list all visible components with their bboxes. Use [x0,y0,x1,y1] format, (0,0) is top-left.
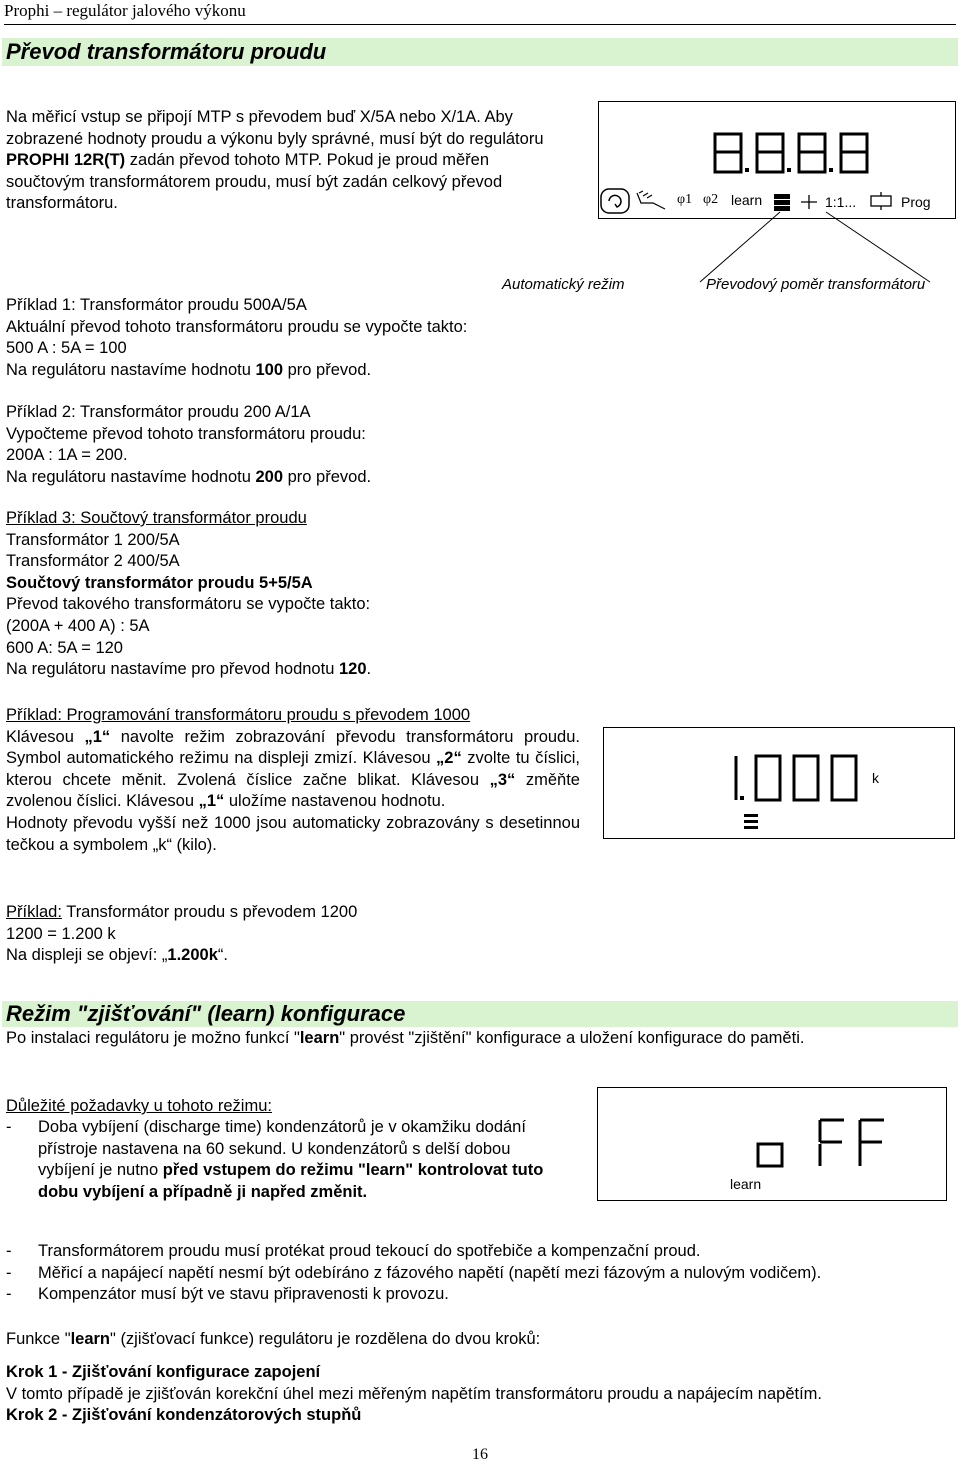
learn-steps [6,1362,956,1427]
example-3: Příklad 3: Součtový transformátor proudu Transformátor 1 200/5A Transformátor 2 400/5A Součtový transformátor proudu 5+5/5A Převod takového transformátoru se vypočte takto: (200A + 400 A) : 5A 600 A: 5A = 120 Na regulátoru nastavíme pro převod hodnotu 120. [6,509,372,679]
kilo-unit-label: k [872,770,879,786]
section-heading-learn: Režim "zjišťování" (learn) konfigurace [2,1001,958,1027]
step-2-title: Krok 2 - Zjišťování kondenzátorových stupňů [6,1406,362,1425]
intro-paragraph: Na měřicí vstup se připojí MTP s převodem buď X/5A nebo X/1A. Aby zobrazené hodnoty proudu a výkonu byly správné, musí být do regulátoru PROPHI 12R(T) zadán převod tohoto MTP. Pokud je proud měřen součtovým transformátorem proudu, musí být zadán celkový převod transformátoru. [6,108,544,213]
requirement-item: - Transformátorem proudu musí protékat proud tekoucí do spotřebiče a kompenzační proud. [4,1241,954,1263]
learn-intro: Po instalaci regulátoru je možno funkcí "learn" provést "zjištění" konfigurace a uložení konfigurace do paměti. [6,1029,805,1047]
ratio-1000-readout [604,728,954,838]
phi1-label: φ1 [677,192,693,207]
phi2-label: φ2 [703,192,719,207]
requirements-title: Důležité požadavky u tohoto režimu: [6,1097,272,1115]
prog-label: Prog [901,194,931,210]
learn-indicator-label: learn [730,1176,762,1192]
header-title: Prophi – regulátor jalového výkonu [4,1,246,20]
display-panel-off [597,1087,947,1201]
callout-ratio: Převodový poměr transformátoru [706,276,926,293]
requirements-list-2 [4,1241,954,1306]
page-number: 16 [472,1446,488,1463]
example-5: Příklad: Transformátor proudu s převodem 1200 1200 = 1.200 k Na displeji se objeví: „1.200k“. [6,903,358,965]
display-panel-ratio-1000 [603,727,955,839]
learn-label: learn [731,192,763,208]
requirements-list-1 [4,1117,564,1203]
learn-function-text: Funkce "learn" (zjišťovací funkce) regulátoru je rozdělena do dvou kroků: [6,1330,541,1348]
callout-lines [0,0,960,300]
requirement-item: - Doba vybíjení (discharge time) kondenzátorů je v okamžiku dodání přístroje nastavena na 60 sekund. U kondenzátorů s delší dobou vybíjení je nutno před vstupem do režimu "learn" kontrolovat tuto dobu vybíjení a případně ji napřed změnit. [4,1117,564,1203]
example-4: Příklad: Programování transformátoru proudu s převodem 1000 Klávesou „1“ navolte režim zobrazování převodu transformátoru proudu. Symbol automatického režimu na displeji zmizí. Klávesou „2“ zvolte tu číslici, kterou chcete měnit. Zvolená číslice začne blikat. Klávesou „3“ změňte zvolenou číslici. Klávesou „1“ uložíme nastavenou hodnotu. Hodnoty převodu vyšší než 1000 jsou automaticky zobrazovány s desetinnou tečkou a symbolem „k“ (kilo). [6,706,580,854]
off-readout [598,1088,946,1200]
capacitor-icon [744,814,758,829]
callout-auto-mode: Automatický režim [502,276,625,293]
requirement-item: - Kompenzátor musí být ve stavu připravenosti k provozu. [4,1284,954,1306]
section-heading-ratio: Převod transformátoru proudu [2,38,958,66]
example-1: Příklad 1: Transformátor proudu 500A/5A Aktuální převod tohoto transformátoru proudu se vypočte takto: 500 A : 5A = 100 Na regulátoru nastavíme hodnotu 100 pro převod. [6,296,468,379]
example-2: Příklad 2: Transformátor proudu 200 A/1A Vypočteme převod tohoto transformátoru proudu: 200A : 1A = 200. Na regulátoru nastavíme hodnotu 200 pro převod. [6,403,372,486]
requirement-item: - Měřicí a napájecí napětí nesmí být odebíráno z fázového napětí (napětí mezi fázovým a nulovým vodičem). [4,1263,954,1285]
step-1-title: Krok 1 - Zjišťování konfigurace zapojení [6,1363,321,1381]
step-1-text: V tomto případě je zjišťován korekční úhel mezi měřeným napětím transformátoru proudu a napájecím napětím. [6,1384,823,1403]
ratio-label: 1:1... [825,194,857,210]
